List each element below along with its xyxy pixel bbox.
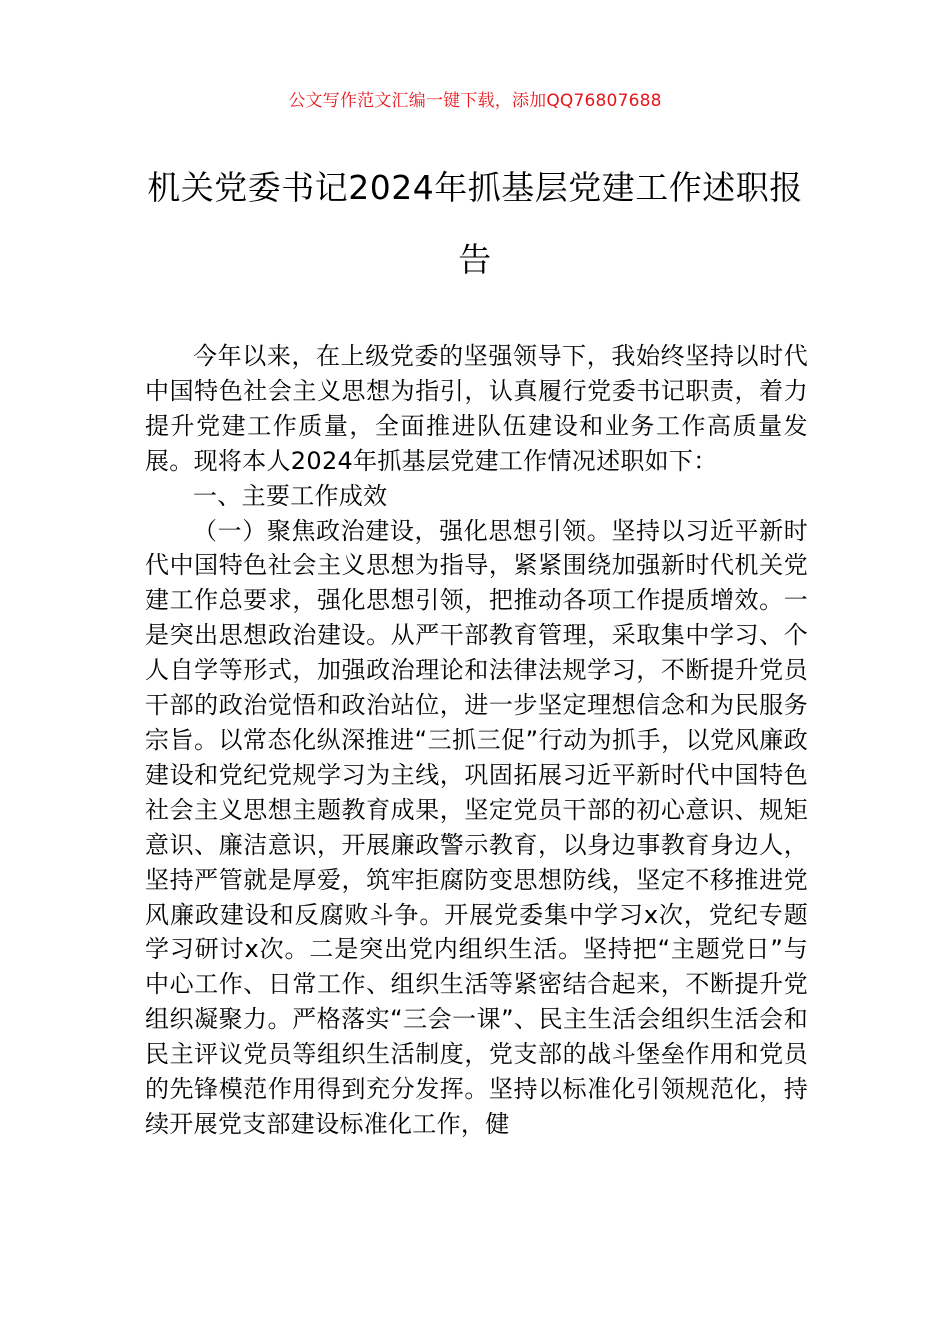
intro-paragraph: 今年以来，在上级党委的坚强领导下，我始终坚持以时代中国特色社会主义思想为指引，认真履行党委书记职责，着力提升党建工作质量，全面推进队伍建设和业务工作高质量发展。现将本人2024年抓基层党建工作情况述职如下： [145,342,808,475]
subsection-paragraph: （一）聚焦政治建设，强化思想引领。坚持以习近平新时代中国特色社会主义思想为指导，紧紧围绕加强新时代机关党建工作总要求，强化思想引领，把推动各项工作提质增效。一是突出思想政治建设。从严干部教育管理，采取集中学习、个人自学等形式，加强政治理论和法律法规学习，不断提升党员干部的政治觉悟和政治站位，进一步坚定理想信念和为民服务宗旨。以常态化纵深推进“三抓三促”行动为抓手，以党风廉政建设和党纪党规学习为主线，巩固拓展习近平新时代中国特色社会主义思想主题教育成果，坚定党员干部的初心意识、规矩意识、廉洁意识，开展廉政警示教育，以身边事教育身边人，坚持严管就是厚爱，筑牢拒腐防变思想防线，坚定不移推进党风廉政建设和反腐败斗争。开展党委集中学习x次，党纪专题学习研讨x次。二是突出党内组织生活。坚持把“主题党日”与中心工作、日常工作、组织生活等紧密结合起来，不断提升党组织凝聚力。严格落实“三会一课”、民主生活会组织生活会和民主评议党员等组织生活制度，党支部的战斗堡垒作用和党员的先锋模范作用得到充分发挥。坚持以标准化引领规范化，持续开展党支部建设标准化工作，健 [145,516,808,1138]
document-body [145,339,808,1142]
download-note: 公文写作范文汇编一键下载，添加QQ76807688 [288,91,662,111]
document-title: 机关党委书记2024年抓基层党建工作述职报告 [147,168,803,279]
section-heading: 一、主要工作成效 [193,481,388,510]
